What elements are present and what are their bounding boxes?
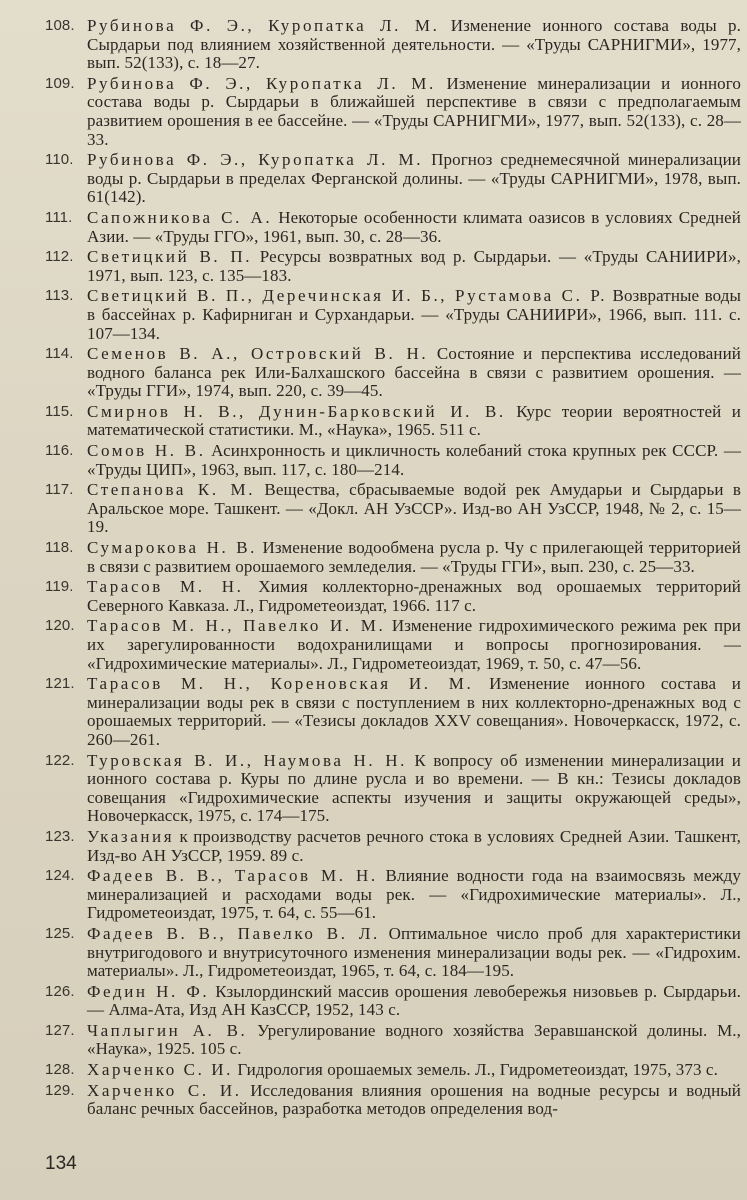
reference-entry bbox=[0, 442, 747, 479]
reference-author: Тарасов М. Н., Павелко И. М. bbox=[87, 616, 386, 636]
reference-number: 108. bbox=[45, 17, 75, 34]
reference-text: Урегулирование водного хозяйства Зеравшанской долины. М., «Наука», 1925. 105 с. bbox=[87, 1020, 741, 1059]
reference-author: Указания bbox=[87, 826, 175, 846]
reference-number: 118. bbox=[45, 539, 74, 557]
reference-number: 126. bbox=[45, 982, 75, 1000]
reference-text: Возвратные воды в бассейнах р. Кафирниган и Сурхандарьи. — «Труды САНИИРИ», 1966, вып. 111. с. 107—134. bbox=[87, 286, 741, 343]
reference-author: Фадеев В. В., Павелко В. Л. bbox=[87, 923, 380, 943]
reference-author: Степанова К. М. bbox=[87, 480, 256, 500]
reference-number: 117. bbox=[45, 481, 74, 499]
reference-entry bbox=[0, 617, 747, 673]
reference-author: Туровская В. И., Наумова Н. Н. bbox=[87, 750, 407, 770]
reference-number: 114. bbox=[45, 345, 74, 363]
reference-entry bbox=[0, 983, 747, 1020]
reference-entry bbox=[0, 925, 747, 981]
reference-text: Исследования влияния орошения на водные ресурсы и водный баланс речных бассейнов, разработка методов определения вод- bbox=[87, 1080, 741, 1119]
reference-text: Курс теории вероятностей и математической статистики. М., «Наука», 1965. 511 с. bbox=[87, 401, 741, 440]
reference-author: Рубинова Ф. Э., Куропатка Л. М. bbox=[87, 16, 440, 35]
reference-text: Состояние и перспектива исследований водного баланса рек Или-Балхашского бассейна в связи с развитием орошения. — «Труды ГГИ», 1974, вып. 220, с. 39—45. bbox=[87, 344, 741, 401]
reference-author: Светицкий В. П., Деречинская И. Б., Рустамова С. Р. bbox=[87, 286, 608, 306]
reference-text: Ресурсы возвратных вод р. Сырдарьи. — «Труды САНИИРИ», 1971, вып. 123, с. 135—183. bbox=[87, 247, 741, 285]
reference-text: Изменение ионного состава и минерализации воды рек в связи с поступлением в них коллекторно-дренажных вод с орошаемых территорий. — «Тезисы докладов XXV совещания». Новочеркасск, 1972, с. 260—261. bbox=[87, 674, 741, 749]
reference-text: Оптимальное число проб для характеристики внутригодового и внутрисуточного изменения минерализации воды рек. — «Гидрохим. материалы». Л., Гидрометеоиздат, 1965, т. 64, с. 184—195. bbox=[87, 923, 741, 981]
reference-entry bbox=[0, 481, 747, 537]
reference-author: Рубинова Ф. Э., Куропатка Л. М. bbox=[87, 150, 424, 170]
reference-number: 111. bbox=[45, 208, 73, 226]
reference-text: Некоторые особенности климата оазисов в условиях Средней Азии. — «Труды ГГО», 1961, вып. 30, с. 28—36. bbox=[87, 207, 741, 246]
reference-entry bbox=[0, 75, 747, 149]
reference-entry bbox=[0, 867, 747, 923]
reference-author: Харченко С. И. bbox=[87, 1080, 242, 1100]
reference-list bbox=[0, 17, 747, 1121]
reference-entry bbox=[0, 345, 747, 401]
reference-text: Изменение ионного состава воды р. Сырдарьи под влиянием хозяйственной деятельности. — «Труды САРНИГМИ», 1977, вып. 52(133), с. 18—27. bbox=[87, 16, 741, 73]
reference-text: Влияние водности года на взаимосвязь между минерализацией и расходами воды рек. — «Гидрохимические материалы». Л., Гидрометеоиздат, 1975, т. 64, с. 55—61. bbox=[87, 866, 741, 923]
reference-entry bbox=[0, 539, 747, 576]
reference-entry bbox=[0, 151, 747, 207]
reference-author: Федин Н. Ф. bbox=[87, 981, 210, 1001]
reference-entry bbox=[0, 1082, 747, 1119]
reference-number: 119. bbox=[45, 578, 74, 596]
reference-text: Вещества, сбрасываемые водой рек Амударьи и Сырдарьи в Аральское море. Ташкент. — «Докл. АН УзССР». Изд-во АН УзССР, 1948, № 2, с. 15—19. bbox=[87, 480, 741, 537]
reference-entry bbox=[0, 675, 747, 749]
reference-number: 109. bbox=[45, 74, 75, 92]
reference-author: Сапожникова С. А. bbox=[87, 207, 273, 227]
reference-number: 115. bbox=[45, 402, 74, 420]
reference-entry bbox=[0, 828, 747, 865]
page-number: 134 bbox=[45, 1153, 77, 1174]
reference-number: 113. bbox=[45, 287, 74, 305]
reference-text: Гидрология орошаемых земель. Л., Гидрометеоиздат, 1975, 373 с. bbox=[237, 1060, 718, 1080]
reference-text: Асинхронность и цикличность колебаний стока крупных рек СССР. — «Труды ЦИП», 1963, вып. 117, с. 180—214. bbox=[87, 441, 741, 479]
reference-entry bbox=[0, 17, 747, 73]
reference-author: Сумарокова Н. В. bbox=[87, 538, 258, 558]
reference-text: к производству расчетов речного стока в условиях Средней Азии. Ташкент, Изд-во АН УзССР, 1959. 89 с. bbox=[87, 826, 742, 865]
reference-number: 129. bbox=[45, 1081, 75, 1099]
reference-author: Тарасов М. Н. bbox=[87, 577, 244, 597]
reference-author: Светицкий В. П. bbox=[87, 247, 253, 267]
reference-author: Тарасов М. Н., Кореновская И. М. bbox=[87, 674, 474, 694]
reference-entry bbox=[0, 578, 747, 615]
reference-text: К вопросу об изменении минерализации и ионного состава р. Куры по длине русла и во времени. — В кн.: Тезисы докладов совещания «Гидрохимические аспекты изучения и защиты окружающей среды», Новочеркасск, 1975, с. 174—175. bbox=[87, 750, 742, 826]
reference-entry bbox=[0, 209, 747, 246]
reference-author: Фадеев В. В., Тарасов М. Н. bbox=[87, 866, 378, 886]
reference-text: Химия коллекторно-дренажных вод орошаемых территорий Северного Кавказа. Л., Гидрометеоиздат, 1966. 117 с. bbox=[87, 577, 741, 615]
reference-text: Изменение водообмена русла р. Чу с прилегающей территорией в связи с развитием орошаемого земледелия. — «Труды ГГИ», вып. 230, с. 25—33. bbox=[87, 538, 741, 576]
reference-number: 124. bbox=[45, 867, 75, 885]
reference-entry bbox=[0, 752, 747, 826]
reference-number: 121. bbox=[45, 675, 75, 693]
reference-number: 112. bbox=[45, 248, 74, 266]
reference-number: 110. bbox=[45, 151, 74, 169]
reference-number: 128. bbox=[45, 1061, 75, 1079]
reference-number: 123. bbox=[45, 827, 75, 845]
reference-number: 116. bbox=[45, 442, 74, 460]
reference-entry bbox=[0, 1061, 747, 1080]
reference-text: Изменение минерализации и ионного состава воды р. Сырдарьи в ближайшей перспективе в связи с предполагаемым развитием орошения в ее бассейне. — «Труды САРНИГМИ», 1977, вып. 52(133), с. 28—33. bbox=[87, 73, 741, 149]
reference-text: Изменение гидрохимического режима рек при их зарегулированности водохранилищами и вопросы прогнозирования. — «Гидрохимические материалы». Л., Гидрометеоиздат, 1969, т. 50, с. 47—56. bbox=[87, 616, 741, 673]
reference-author: Харченко С. И. bbox=[87, 1060, 234, 1080]
reference-text: Кзылординский массив орошения левобережья низовьев р. Сырдарьи. — Алма-Ата, Изд АН КазССР, 1952, 143 с. bbox=[87, 981, 742, 1020]
reference-text: Прогноз среднемесячной минерализации воды р. Сырдарьи в пределах Ферганской долины. — «Труды САРНИГМИ», 1978, вып. 61(142). bbox=[87, 150, 742, 207]
reference-number: 125. bbox=[45, 924, 75, 942]
reference-number: 122. bbox=[45, 751, 75, 769]
reference-author: Сомов Н. В. bbox=[87, 441, 206, 461]
reference-author: Семенов В. А., Островский В. Н. bbox=[87, 344, 429, 364]
reference-entry bbox=[0, 248, 747, 285]
reference-number: 120. bbox=[45, 617, 75, 635]
reference-author: Рубинова Ф. Э., Куропатка Л. М. bbox=[87, 73, 436, 93]
reference-entry bbox=[0, 1022, 747, 1059]
reference-author: Смирнов Н. В., Дунин-Барковский И. В. bbox=[87, 401, 506, 421]
reference-number: 127. bbox=[45, 1021, 75, 1039]
reference-author: Чаплыгин А. В. bbox=[87, 1020, 248, 1040]
reference-entry bbox=[0, 403, 747, 440]
reference-entry bbox=[0, 287, 747, 343]
